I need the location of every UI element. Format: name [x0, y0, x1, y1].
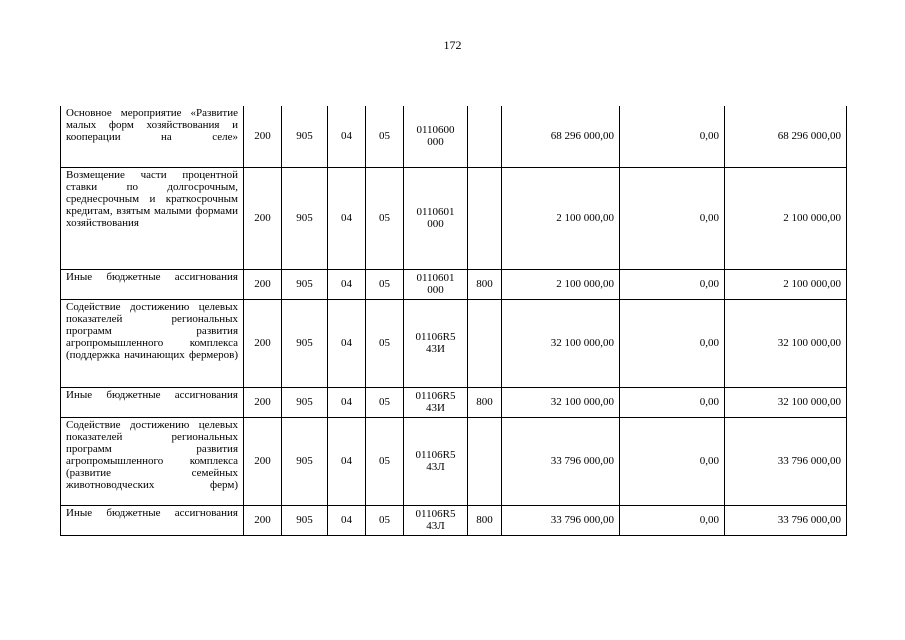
row-target-code-cell: 0110600 000 — [404, 106, 468, 167]
row-amount3-cell: 2 100 000,00 — [725, 167, 847, 269]
row-name-cell: Возмещение части процентной ставки по долгосрочным, среднесрочным и краткосрочным кредитам, взятым малыми формами хозяйствования — [61, 167, 244, 269]
row-col2-cell: 905 — [282, 299, 328, 387]
row-expense-type-cell: 800 — [468, 505, 502, 535]
row-col2-cell: 905 — [282, 387, 328, 417]
row-amount1-cell: 32 100 000,00 — [502, 299, 620, 387]
row-amount2-cell: 0,00 — [620, 417, 725, 505]
row-subsection-cell: 05 — [366, 387, 404, 417]
row-name-cell: Содействие достижению целевых показателей региональных программ развития агропромышленного комплекса (поддержка начинающих фермеров) — [61, 299, 244, 387]
row-name-cell: Иные бюджетные ассигнования — [61, 505, 244, 535]
row-target-code-cell: 01106R5 43И — [404, 299, 468, 387]
row-name-cell: Содействие достижению целевых показателей региональных программ развития агропромышленного комплекса (развитие семейных животноводческих ферм) — [61, 417, 244, 505]
row-col1-cell: 200 — [244, 387, 282, 417]
row-name-cell: Основное мероприятие «Развитие малых форм хозяйствования и кооперации на селе» — [61, 106, 244, 167]
row-amount3-cell: 2 100 000,00 — [725, 269, 847, 299]
row-subsection-cell: 05 — [366, 299, 404, 387]
table-row — [61, 505, 847, 535]
row-col1-cell: 200 — [244, 269, 282, 299]
row-expense-type-cell: 800 — [468, 387, 502, 417]
row-expense-type-cell — [468, 299, 502, 387]
row-section-cell: 04 — [328, 269, 366, 299]
row-col1-cell: 200 — [244, 417, 282, 505]
row-target-code-cell: 0110601 000 — [404, 269, 468, 299]
row-amount1-cell: 2 100 000,00 — [502, 269, 620, 299]
row-col2-cell: 905 — [282, 269, 328, 299]
row-amount2-cell: 0,00 — [620, 269, 725, 299]
row-expense-type-cell — [468, 167, 502, 269]
row-section-cell: 04 — [328, 505, 366, 535]
row-subsection-cell: 05 — [366, 106, 404, 167]
row-col1-cell: 200 — [244, 167, 282, 269]
row-col2-cell: 905 — [282, 167, 328, 269]
row-amount3-cell: 32 100 000,00 — [725, 299, 847, 387]
row-amount1-cell: 32 100 000,00 — [502, 387, 620, 417]
row-expense-type-cell — [468, 106, 502, 167]
row-section-cell: 04 — [328, 417, 366, 505]
row-amount2-cell: 0,00 — [620, 167, 725, 269]
row-amount3-cell: 33 796 000,00 — [725, 417, 847, 505]
table-row — [61, 299, 847, 387]
row-subsection-cell: 05 — [366, 505, 404, 535]
row-amount1-cell: 2 100 000,00 — [502, 167, 620, 269]
table-row — [61, 167, 847, 269]
table-row — [61, 269, 847, 299]
row-section-cell: 04 — [328, 167, 366, 269]
row-subsection-cell: 05 — [366, 167, 404, 269]
budget-table — [60, 106, 847, 536]
row-amount2-cell: 0,00 — [620, 387, 725, 417]
row-amount2-cell: 0,00 — [620, 106, 725, 167]
row-col1-cell: 200 — [244, 299, 282, 387]
row-amount3-cell: 32 100 000,00 — [725, 387, 847, 417]
row-section-cell: 04 — [328, 299, 366, 387]
row-section-cell: 04 — [328, 387, 366, 417]
row-name-cell: Иные бюджетные ассигнования — [61, 269, 244, 299]
row-subsection-cell: 05 — [366, 269, 404, 299]
row-amount3-cell: 68 296 000,00 — [725, 106, 847, 167]
row-target-code-cell: 0110601 000 — [404, 167, 468, 269]
row-section-cell: 04 — [328, 106, 366, 167]
row-col2-cell: 905 — [282, 106, 328, 167]
row-amount1-cell: 68 296 000,00 — [502, 106, 620, 167]
row-amount2-cell: 0,00 — [620, 505, 725, 535]
row-col2-cell: 905 — [282, 505, 328, 535]
row-expense-type-cell — [468, 417, 502, 505]
row-col2-cell: 905 — [282, 417, 328, 505]
row-col1-cell: 200 — [244, 106, 282, 167]
row-expense-type-cell: 800 — [468, 269, 502, 299]
table-row — [61, 106, 847, 167]
row-col1-cell: 200 — [244, 505, 282, 535]
row-target-code-cell: 01106R5 43Л — [404, 417, 468, 505]
row-name-cell: Иные бюджетные ассигнования — [61, 387, 244, 417]
row-target-code-cell: 01106R5 43И — [404, 387, 468, 417]
row-subsection-cell: 05 — [366, 417, 404, 505]
row-amount3-cell: 33 796 000,00 — [725, 505, 847, 535]
page-number: 172 — [443, 38, 462, 52]
row-amount2-cell: 0,00 — [620, 299, 725, 387]
table-row — [61, 417, 847, 505]
table-row — [61, 387, 847, 417]
row-target-code-cell: 01106R5 43Л — [404, 505, 468, 535]
row-amount1-cell: 33 796 000,00 — [502, 505, 620, 535]
row-amount1-cell: 33 796 000,00 — [502, 417, 620, 505]
